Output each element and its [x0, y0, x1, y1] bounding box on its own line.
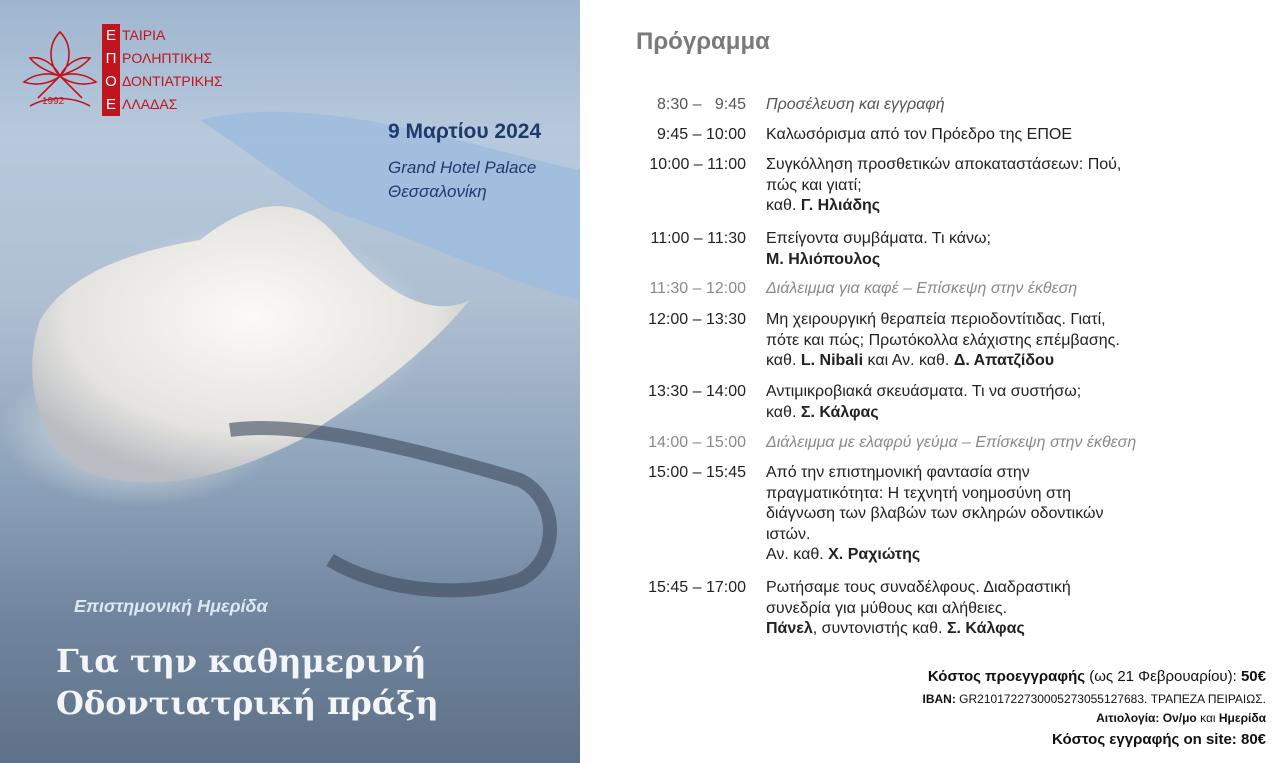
logo-letter: Ε: [105, 96, 116, 113]
session-speaker: [766, 619, 1186, 640]
iban-value: GR2101722730005273055127683. ΤΡΑΠΕΖΑ ΠΕΙΡΑΙΩΣ.: [955, 692, 1266, 706]
session-speaker: [766, 250, 1186, 271]
session-time: 8:30 – 9:45: [657, 96, 746, 113]
session-time: 13:30 – 14:00: [648, 383, 746, 400]
iban-label: IBAN:: [922, 692, 956, 706]
session-time: 11:30 – 12:00: [649, 280, 746, 297]
session-text: πραγματικότητα: Η τεχνητή νοημοσύνη στη: [766, 484, 1072, 502]
session-text: Αντιμικροβιακά σκευάσματα. Τι να συστήσω;: [766, 383, 1082, 400]
cover-image-panel: [0, 0, 580, 763]
speaker-title: και Αν. καθ.: [863, 352, 954, 369]
session-speaker: [766, 545, 1186, 566]
preregistration-price: 50€: [1240, 668, 1266, 685]
session-text: πώς και γιατί;: [766, 176, 862, 194]
session-text: ιστών.: [766, 525, 811, 543]
session-text: Ρωτήσαμε τους συναδέλφους. Διαδραστική: [766, 579, 1071, 596]
preregistration-label: Κόστος προεγγραφής: [927, 668, 1086, 685]
session-text: Προσέλευση και εγγραφή: [766, 96, 945, 113]
session-time: 14:00 – 15:00: [648, 434, 746, 451]
speaker-name: Μ. Ηλιόπουλος: [766, 250, 881, 268]
session-time: 10:00 – 11:00: [649, 156, 746, 173]
logo-word: ΛΛΑΔΑΣ: [122, 96, 178, 112]
speaker-name: Χ. Ραχιώτης: [828, 546, 921, 563]
session-text: Διάλειμμα για καφέ – Επίσκεψη στην έκθεση: [766, 280, 1078, 297]
speaker-title: , συντονιστής καθ.: [812, 620, 947, 637]
speaker-name: Σ. Κάλφας: [800, 403, 879, 421]
speaker-name: Δ. Απατζίδου: [953, 352, 1055, 369]
speaker-name: Γ. Ηλιάδης: [800, 197, 881, 214]
session-text: Επείγοντα συμβάματα. Τι κάνω;: [766, 230, 991, 247]
reason-name: Ον/μο: [1162, 711, 1197, 725]
logo-word: ΔΟΝΤΙΑΤΡΙΚΗΣ: [122, 73, 223, 89]
logo-letter: Π: [105, 50, 117, 67]
logo-letter: Ο: [105, 73, 117, 90]
speaker-title: καθ.: [766, 197, 801, 214]
session-time: 9:45 – 10:00: [657, 126, 746, 143]
reason-label: Αιτιολογία:: [1096, 711, 1163, 725]
session-text: Διάλειμμα με ελαφρύ γεύμα – Επίσκεψη στην έκθεση: [766, 434, 1137, 451]
session-text: Μη χειρουργική θεραπεία περιοδοντίτιδας. Γιατί,: [766, 311, 1106, 328]
program-title: Πρόγραμμα: [636, 28, 770, 55]
speaker-title: καθ.: [766, 403, 801, 421]
session-speaker: [766, 403, 1186, 424]
speaker-name: L. Nibali: [800, 352, 864, 369]
session-time: 12:00 – 13:30: [648, 311, 746, 328]
session-speaker: [766, 351, 1186, 372]
speaker-name: Πάνελ: [766, 620, 813, 637]
session-text: Καλωσόρισμα από τον Πρόεδρο της ΕΠΟΕ: [766, 126, 1073, 143]
session-time: 11:00 – 11:30: [650, 230, 746, 247]
session-text: συνεδρία για μύθους και αλήθειες.: [766, 599, 1008, 617]
iban-line: [923, 692, 1266, 706]
session-text: πότε και πώς; Πρωτόκολλα ελάχιστης επέμβασης.: [766, 331, 1120, 349]
logo-word: ΡΟΛΗΠΤΙΚΗΣ: [122, 50, 213, 66]
session-time: 15:00 – 15:45: [648, 464, 746, 481]
session-text: Από την επιστημονική φαντασία στην: [766, 464, 1030, 481]
logo-letter: Ε: [105, 27, 116, 44]
preregistration-cost: [928, 668, 1266, 685]
preregistration-note: (ως 21 Φεβρουαρίου):: [1085, 668, 1241, 685]
event-date: 9 Μαρτίου 2024: [388, 120, 542, 143]
venue-name: Grand Hotel Palace: [388, 158, 537, 177]
session-text: Συγκόλληση προσθετικών αποκαταστάσεων: Πού,: [766, 156, 1122, 173]
session-time: 15:45 – 17:00: [648, 579, 746, 596]
event-type: Επιστημονική Ημερίδα: [74, 596, 268, 616]
speaker-title: καθ.: [766, 352, 801, 369]
reason-mid: και: [1196, 711, 1219, 725]
logo-letter-column: [102, 24, 120, 116]
event-title-line1: Για την καθημερινή: [56, 642, 427, 680]
session-text: διάγνωση των βλαβών των σκληρών οδοντικών: [766, 505, 1104, 522]
payment-reason-line: [1096, 711, 1266, 725]
session-speaker: [766, 196, 1186, 217]
speaker-title: Αν. καθ.: [766, 546, 829, 563]
event-title-line2: Οδοντιατρική πράξη: [56, 684, 439, 722]
reason-event: Ημερίδα: [1218, 711, 1266, 725]
speaker-name: Σ. Κάλφας: [946, 620, 1025, 637]
logo-year: 1992: [42, 96, 65, 107]
venue-city: Θεσσαλονίκη: [388, 182, 487, 201]
onsite-cost: Κόστος εγγραφής on site: 80€: [1051, 731, 1266, 748]
logo-word: ΤΑΙΡΙΑ: [122, 27, 166, 43]
